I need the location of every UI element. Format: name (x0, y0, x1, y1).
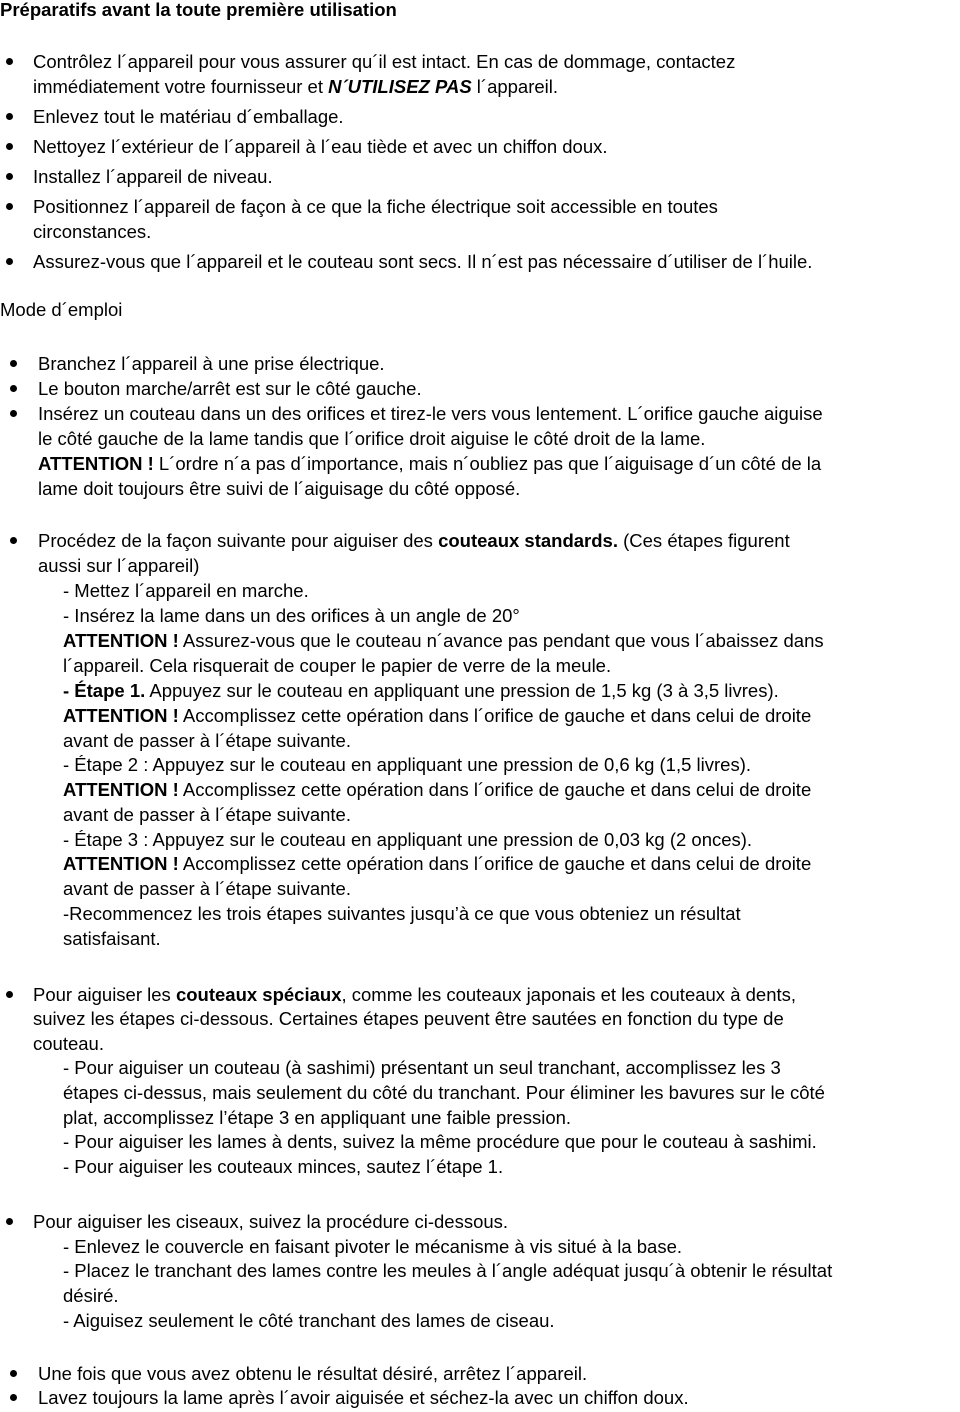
bullet-icon (10, 537, 17, 544)
standard-attention-3 (63, 778, 811, 803)
bullet-icon (6, 1218, 13, 1225)
attention-label: ATTENTION ! (63, 705, 179, 726)
prep-item-1-text: immédiatement votre fournisseur et (33, 76, 329, 97)
usage-item-3-line3 (38, 452, 821, 477)
prep-item-1-line2 (33, 75, 558, 100)
special-line-3: couteau. (33, 1033, 104, 1054)
usage-item-3-line4: lame doit toujours être suivi de l´aiguisage du côté opposé. (38, 478, 521, 499)
special-line-6: plat, accomplissez l’étape 3 en appliquant une faible pression. (63, 1107, 572, 1128)
special-line-7: - Pour aiguiser les lames à dents, suivez la même procédure que pour le couteau à sashimi. (63, 1131, 817, 1152)
standard-step-3: - Étape 3 : Appuyez sur le couteau en appliquant une pression de 0,03 kg (2 onces). (63, 829, 753, 850)
usage-item-1: Branchez l´appareil à une prise électrique. (38, 353, 385, 374)
bullet-icon (6, 58, 13, 65)
attention-label: ATTENTION ! (63, 853, 179, 874)
usage-item-2: Le bouton marche/arrêt est sur le côté gauche. (38, 378, 422, 399)
special-text: , comme les couteaux japonais et les couteaux à dents, (341, 984, 797, 1005)
special-intro: Pour aiguiser les (33, 984, 176, 1005)
scissors-line-3: - Placez le tranchant des lames contre les meules à l´angle adéquat jusqu´à obtenir le résultat (63, 1260, 833, 1281)
standard-attention-1 (63, 629, 824, 654)
prep-item-5-line2: circonstances. (33, 221, 152, 242)
scissors-line-4: désiré. (63, 1285, 119, 1306)
attention-text: Assurez-vous que le couteau n´avance pas pendant que vous l´abaissez dans (178, 630, 824, 651)
bullet-icon (10, 385, 17, 392)
attention-label: ATTENTION ! (63, 779, 179, 800)
attention-text: Accomplissez cette opération dans l´orifice de gauche et dans celui de droite (178, 853, 812, 874)
attention-text: Accomplissez cette opération dans l´orifice de gauche et dans celui de droite (178, 705, 812, 726)
prep-warning-text: N´UTILISEZ PAS (328, 76, 472, 97)
bullet-icon (6, 258, 13, 265)
standard-attention-4 (63, 852, 811, 877)
standard-step-1 (63, 679, 779, 704)
standard-line-15: avant de passer à l´étape suivante. (63, 878, 351, 899)
final-line-1: Une fois que vous avez obtenu le résultat désiré, arrêtez l´appareil. (38, 1363, 588, 1384)
usage-item-3-line1: Insérez un couteau dans un des orifices et tirez-le vers vous lentement. L´orifice gauche aiguise (38, 403, 823, 424)
bullet-icon (10, 410, 17, 417)
prep-item-1-line1: Contrôlez l´appareil pour vous assurer qu´il est intact. En cas de dommage, contactez (33, 51, 736, 72)
special-line-8: - Pour aiguiser les couteaux minces, sautez l´étape 1. (63, 1156, 504, 1177)
standard-line-12: avant de passer à l´étape suivante. (63, 804, 351, 825)
standard-line-9: avant de passer à l´étape suivante. (63, 730, 351, 751)
standard-note: (Ces étapes figurent (617, 530, 790, 551)
prep-item-6: Assurez-vous que l´appareil et le couteau sont secs. Il n´est pas nécessaire d´utiliser de l´huile. (33, 251, 813, 272)
bullet-icon (6, 113, 13, 120)
section-title-preparation: Préparatifs avant la toute première utilisation (0, 0, 397, 20)
usage-item-3-line2: le côté gauche de la lame tandis que l´orifice droit aiguise le côté droit de la lame. (38, 428, 706, 449)
standard-line-16: -Recommencez les trois étapes suivantes jusqu’à ce que vous obteniez un résultat (63, 903, 741, 924)
standard-knives-label: couteaux standards. (438, 530, 618, 551)
scissors-line-1: Pour aiguiser les ciseaux, suivez la procédure ci-dessous. (33, 1211, 509, 1232)
standard-intro: Procédez de la façon suivante pour aiguiser des (38, 530, 439, 551)
standard-line-2: aussi sur l´appareil) (38, 555, 200, 576)
final-line-2: Lavez toujours la lame après l´avoir aiguisée et séchez-la avec un chiffon doux. (38, 1387, 689, 1408)
attention-label: ATTENTION ! (38, 453, 154, 474)
standard-line-1 (38, 529, 790, 554)
standard-step-2: - Étape 2 : Appuyez sur le couteau en appliquant une pression de 0,6 kg (1,5 livres). (63, 754, 752, 775)
prep-item-5-line1: Positionnez l´appareil de façon à ce que la fiche électrique soit accessible en toutes (33, 196, 718, 217)
prep-item-2: Enlevez tout le matériau d´emballage. (33, 106, 344, 127)
scissors-line-5: - Aiguisez seulement le côté tranchant des lames de ciseau. (63, 1310, 555, 1331)
prep-item-3: Nettoyez l´extérieur de l´appareil à l´eau tiède et avec un chiffon doux. (33, 136, 608, 157)
bullet-icon (10, 1394, 17, 1401)
special-knives-label: couteaux spéciaux (175, 984, 342, 1005)
special-line-2: suivez les étapes ci-dessous. Certaines étapes peuvent être sautées en fonction du type de (33, 1008, 784, 1029)
standard-line-6: l´appareil. Cela risquerait de couper le papier de verre de la meule. (63, 655, 612, 676)
attention-label: ATTENTION ! (63, 630, 179, 651)
bullet-icon (6, 173, 13, 180)
prep-item-4: Installez l´appareil de niveau. (33, 166, 273, 187)
special-line-1 (33, 983, 796, 1008)
standard-step-insert: - Insérez la lame dans un des orifices à un angle de 20° (63, 605, 520, 626)
attention-text: Accomplissez cette opération dans l´orifice de gauche et dans celui de droite (178, 779, 812, 800)
bullet-icon (6, 991, 13, 998)
section-title-mode-emploi: Mode d´emploi (0, 299, 123, 320)
attention-text: L´ordre n´a pas d´importance, mais n´oubliez pas que l´aiguisage d´un côté de la (153, 453, 822, 474)
bullet-icon (6, 203, 13, 210)
special-line-4: - Pour aiguiser un couteau (à sashimi) présentant un seul tranchant, accomplissez les 3 (63, 1057, 781, 1078)
standard-line-17: satisfaisant. (63, 928, 161, 949)
standard-attention-2 (63, 704, 811, 729)
bullet-icon (10, 360, 17, 367)
bullet-icon (6, 143, 13, 150)
step-1-label: - Étape 1. (63, 680, 146, 701)
standard-step-power: - Mettez l´appareil en marche. (63, 580, 309, 601)
scissors-line-2: - Enlevez le couvercle en faisant pivoter le mécanisme à vis situé à la base. (63, 1236, 683, 1257)
special-line-5: étapes ci-dessus, mais seulement du côté du tranchant. Pour éliminer les bavures sur le côté (63, 1082, 825, 1103)
prep-item-1-text-end: l´appareil. (471, 76, 559, 97)
step-1-text: Appuyez sur le couteau en appliquant une pression de 1,5 kg (3 à 3,5 livres). (145, 680, 779, 701)
bullet-icon (10, 1370, 17, 1377)
